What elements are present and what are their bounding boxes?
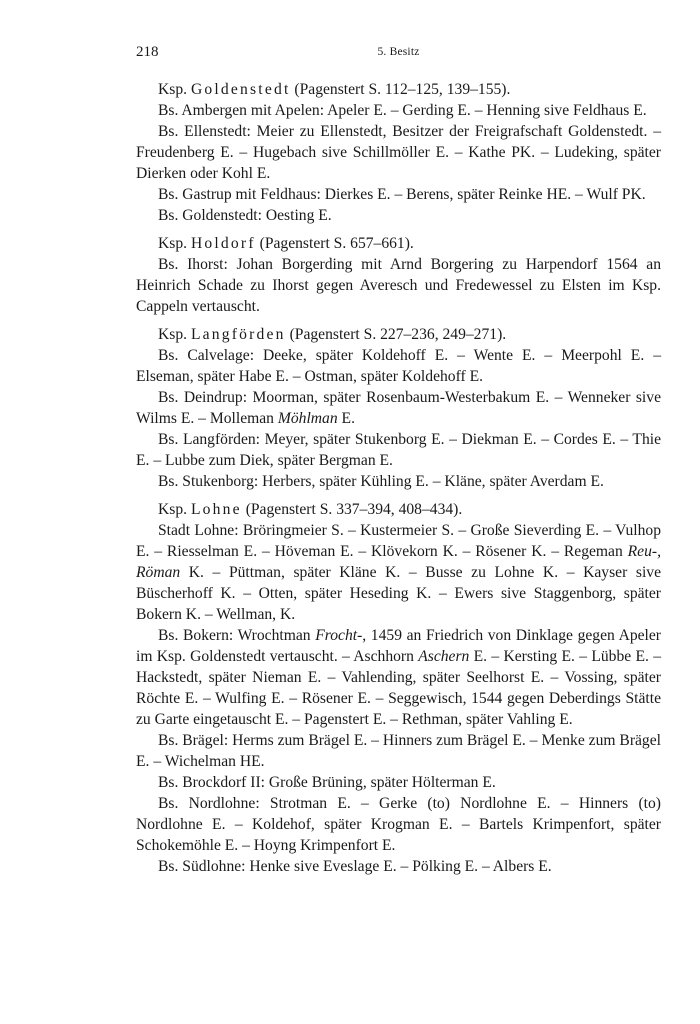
ksp-name: Lohne [190, 501, 242, 518]
page-body [136, 79, 661, 877]
bs-entry: Bs. Goldenstedt: Oesting E. [158, 207, 332, 224]
ksp-heading-langfoerden: Ksp. Langförden (Pagenstert S. 227–236, 249–271). [158, 326, 507, 343]
bs-entry [136, 625, 661, 730]
bs-entry [136, 387, 661, 429]
italic-variant: Aschern [418, 648, 470, 665]
entry-text: Stadt Lohne: Bröringmeier S. – Kustermeier S. – Große Sieverding E. – Vulhop E. – Riesselman E. – Höveman E. – Klövekorn K. – Rösener K. – Regeman [136, 522, 661, 560]
ksp-heading-lohne: Ksp. Lohne (Pagenstert S. 337–394, 408–434). [158, 501, 463, 518]
bs-entry: Bs. Stukenborg: Herbers, später Kühling E. – Kläne, später Averdam E. [158, 473, 604, 490]
bs-entry: Bs. Calvelage: Deeke, später Koldehoff E. – Wente E. – Meerpohl E. – Elseman, später Habe E. – Ostman, später Koldehoff E. [136, 347, 661, 385]
ksp-reference: (Pagenstert S. 657–661). [259, 235, 414, 252]
running-head: 5. Besitz [377, 46, 420, 58]
bs-entry: Bs. Südlohne: Henke sive Eveslage E. – Pölking E. – Albers E. [158, 858, 552, 875]
ksp-name: Goldenstedt [190, 81, 291, 98]
bs-entry [136, 520, 661, 625]
entry-text: K. – Püttman, später Kläne K. – Busse zu Lohne K. – Kayser sive Büscherhoff K. – Otten, später Heseding K. – Ewers sive Staggenborg, später Bokern K. – Wellman, K. [136, 564, 661, 623]
entry-text: Bs. Bokern: Wrochtman [158, 627, 311, 644]
entry-text: , 1459 an Friedrich von Dinklage gegen Apeler im Ksp. Goldenstedt vertauscht. – Aschhorn [136, 627, 662, 665]
ksp-reference: (Pagenstert S. 337–394, 408–434). [245, 501, 463, 518]
ksp-heading-goldenstedt: Ksp. Goldenstedt (Pagenstert S. 112–125, 139–155). [158, 81, 511, 98]
italic-variant: Möhlman [277, 410, 338, 427]
page-header [136, 44, 661, 64]
ksp-reference: (Pagenstert S. 112–125, 139–155). [294, 81, 511, 98]
bs-entry: Bs. Ambergen mit Apelen: Apeler E. – Gerding E. – Henning sive Feldhaus E. [158, 102, 647, 119]
entry-text: E. [337, 410, 355, 427]
bs-entry: Bs. Ellenstedt: Meier zu Ellenstedt, Besitzer der Freigrafschaft Goldenstedt. – Freudenberg E. – Hugebach sive Schillmöller E. – Kathe PK. – Ludeking, später Dierken oder Kohl E. [136, 123, 661, 182]
italic-variant: Frocht- [315, 627, 363, 644]
bs-entry: Bs. Ihorst: Johan Borgerding mit Arnd Borgering zu Harpendorf 1564 an Heinrich Schade zu Ihorst gegen Averesch und Fredewessel zu Elsten im Ksp. Cappeln vertauscht. [136, 256, 661, 315]
ksp-heading-holdorf: Ksp. Holdorf (Pagenstert S. 657–661). [158, 235, 414, 252]
ksp-reference: (Pagenstert S. 227–236, 249–271). [289, 326, 507, 343]
bs-entry: Bs. Brockdorf II: Große Brüning, später Hölterman E. [158, 774, 496, 791]
bs-entry: Bs. Langförden: Meyer, später Stukenborg E. – Diekman E. – Cordes E. – Thie E. – Lubbe zum Diek, später Bergman E. [136, 431, 661, 469]
page-number: 218 [136, 44, 159, 60]
ksp-name: Holdorf [190, 235, 256, 252]
bs-entry: Bs. Brägel: Herms zum Brägel E. – Hinners zum Brägel E. – Menke zum Brägel E. – Wichelman HE. [136, 732, 661, 770]
italic-variant: Reu-, Röman [136, 543, 661, 581]
bs-entry: Bs. Nordlohne: Strotman E. – Gerke (to) Nordlohne E. – Hinners (to) Nordlohne E. – Koldehof, später Krogman E. – Bartels Krimpenfort, später Schokemöhle E. – Hoyng Krimpenfort E. [136, 795, 661, 854]
entry-text: E. – Kersting E. – Lübbe E. – Hackstedt, später Nieman E. – Vahlending, später Seelhorst E. – Vossing, später Röchte E. – Wulfing E. – Rösener E. – Seggewisch, 1544 gegen Deberdings Stätte zu Garte eingetauscht E. – Pagenstert E. – Rethman, später Vahling E. [136, 648, 662, 728]
bs-entry: Bs. Gastrup mit Feldhaus: Dierkes E. – Berens, später Reinke HE. – Wulf PK. [158, 186, 646, 203]
entry-text: Bs. Deindrup: Moorman, später Rosenbaum-Westerbakum E. – Wenneker sive Wilms E. – Molleman [136, 389, 661, 427]
ksp-name: Langförden [190, 326, 286, 343]
